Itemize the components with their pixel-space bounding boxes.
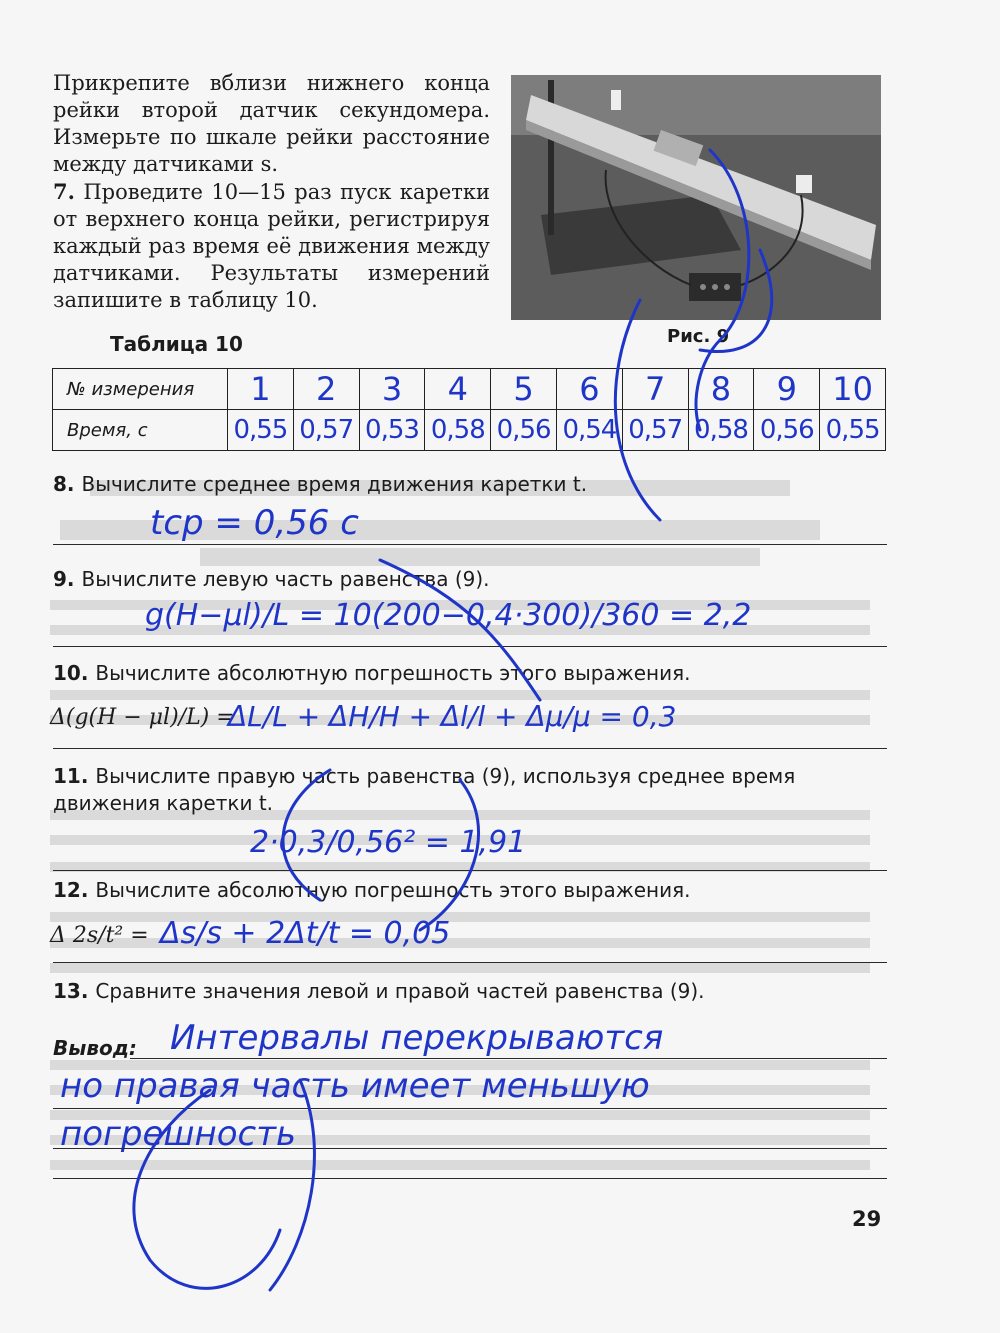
task-text: Вычислите абсолютную погрешность этого выражения. [95,661,691,685]
measurement-number-cell: 4 [425,369,491,410]
task-10-formula: Δ(g(H − μl)/L) = [50,705,235,730]
conclusion-line-3: погрешность [60,1114,297,1154]
task-text: Вычислите абсолютную погрешность этого выражения. [95,878,691,902]
time-cell: 0,56 [491,410,557,451]
time-cell: 0,57 [622,410,688,451]
task-number: 9. [53,567,75,591]
task-text: Вычислите левую часть равенства (9). [81,567,490,591]
item-7-number: 7. [53,179,75,204]
intro-paragraph: Прикрепите вблизи нижнего конца рейки второй датчик секундомера. Измерьте по шкале рейки расстояние между датчиками s. [53,71,490,176]
measurement-number-cell: 10 [820,369,886,410]
task-text: Вычислите среднее время движения каретки t. [81,472,588,496]
measurement-number-cell: 3 [359,369,425,410]
table-title: Таблица 10 [110,332,243,356]
measurement-number-cell: 1 [228,369,294,410]
measurement-number-cell: 5 [491,369,557,410]
row-header-number: № измерения [53,369,228,410]
conclusion-label: Вывод: [53,1036,137,1060]
task-11-answer: 2·0,3/0,56² = 1,91 [250,825,527,860]
time-cell: 0,55 [228,410,294,451]
measurement-number-cell: 8 [688,369,754,410]
measurement-number-cell: 6 [556,369,622,410]
task-12-answer: Δs/s + 2Δt/t = 0,05 [160,916,451,951]
conclusion-line-2: но правая часть имеет меньшую [60,1066,650,1106]
task-number: 13. [53,979,89,1003]
task-12-formula: Δ 2s/t² = [50,923,149,948]
task-number: 8. [53,472,75,496]
row-header-time: Время, с [53,410,228,451]
task-number: 10. [53,661,89,685]
task-9-answer: g(H−μl)/L = 10(200−0,4·300)/360 = 2,2 [145,598,752,633]
task-number: 11. [53,764,89,788]
task-number: 12. [53,878,89,902]
time-cell: 0,57 [293,410,359,451]
measurement-number-cell: 9 [754,369,820,410]
item-7-text: Проведите 10—15 раз пуск каретки от верхнего конца рейки, регистрируя каждый раз время её движения между датчиками. Результаты измерений запишите в таблицу 10. [53,180,490,312]
time-cell: 0,58 [688,410,754,451]
figure-caption: Рис. 9 [667,326,730,347]
task-text: Сравните значения левой и правой частей равенства (9). [95,979,705,1003]
page-number: 29 [852,1207,882,1231]
time-cell: 0,58 [425,410,491,451]
measurement-number-cell: 2 [293,369,359,410]
task-10-answer: ΔL/L + ΔH/H + Δl/l + Δμ/μ = 0,3 [228,700,677,733]
task-text: Вычислите правую часть равенства (9), используя среднее время движения каретки t. [53,764,796,815]
measurement-number-cell: 7 [622,369,688,410]
task-8-answer: tср = 0,56 с [150,503,359,543]
time-cell: 0,56 [754,410,820,451]
time-cell: 0,54 [556,410,622,451]
time-cell: 0,53 [359,410,425,451]
conclusion-line-1: Интервалы перекрываются [170,1018,664,1058]
time-cell: 0,55 [820,410,886,451]
